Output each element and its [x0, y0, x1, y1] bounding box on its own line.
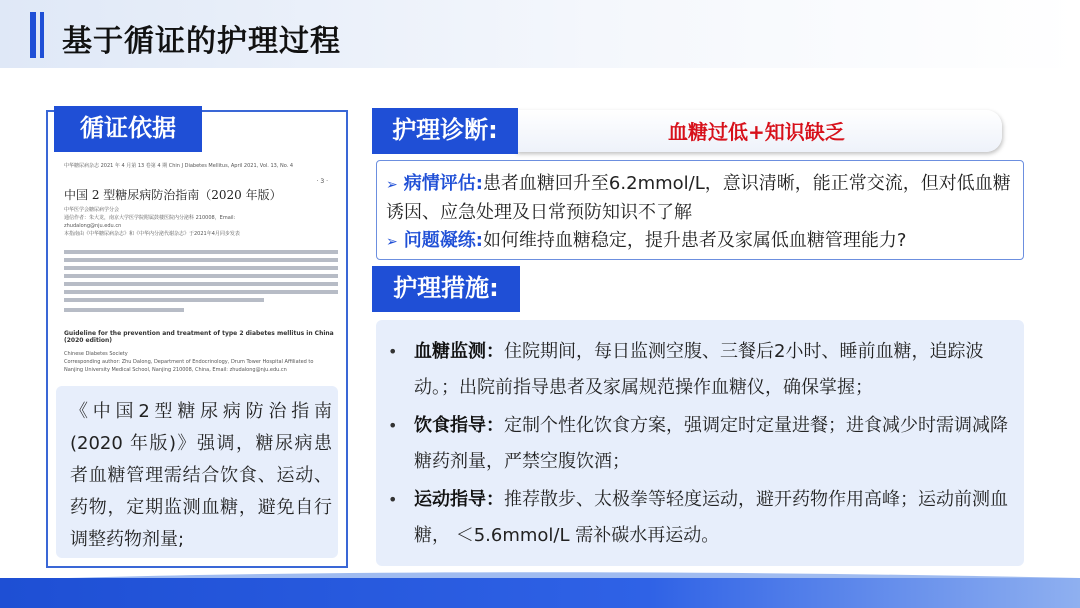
measure-item-text: 住院期间，每日监测空腹、三餐后2小时、睡前血糖，追踪波动。；出院前指导患者及家属规范操作血糖仪，确保掌握； [414, 341, 984, 398]
measures-tab-label: 护理措施: [372, 266, 520, 312]
doc-page-mark: · 3 · [316, 178, 328, 185]
measure-item-keyword: 运动指导： [414, 489, 504, 510]
doc-header-line: 中华糖尿病杂志 2021 年 4 月第 13 卷第 4 期 Chin J Diabetes Mellitus, April 2021, Vol. 13, No. 4 [64, 163, 294, 169]
doc-line: 本指南由《中华糖尿病杂志》和《中华内分泌代谢杂志》于2021年4月同步发表 [64, 231, 240, 237]
page-title: 基于循证的护理过程 [62, 24, 341, 59]
measures-list [388, 334, 1014, 556]
diagnosis-detail-list [386, 170, 1016, 256]
diagnosis-item-text: 患者血糖回升至6.2mmol/L，意识清晰，能正常交流，但对低血糖诱因、应急处理及日常预防知识不了解 [386, 173, 1011, 223]
arrow-icon: ➢ [386, 234, 398, 250]
evidence-tab-label: 循证依据 [54, 106, 202, 152]
doc-abstract-block [64, 282, 338, 286]
doc-english-lines [64, 350, 338, 374]
doc-title: 中国 2 型糖尿病防治指南（2020 年版） [64, 188, 282, 202]
doc-line: zhudalong@nju.edu.cn [64, 223, 122, 229]
measure-item [388, 334, 1014, 406]
diagnosis-tab-label: 护理诊断: [372, 108, 518, 154]
doc-abstract-block [64, 298, 264, 302]
doc-abstract-block [64, 290, 338, 294]
arrow-icon: ➢ [386, 177, 398, 193]
diagnosis-item-text: 如何维持血糖稳定，提升患者及家属低血糖管理能力? [482, 230, 907, 251]
doc-line: 中华医学会糖尿病学分会 [64, 207, 120, 213]
doc-line: Chinese Diabetes Society [64, 351, 128, 357]
doc-abstract-block [64, 274, 338, 278]
doc-keywords-block [64, 308, 184, 312]
diagnosis-item [386, 170, 1016, 227]
measure-item-text: 定制个性化饮食方案，强调定时定量进餐；进食减少时需调减降糖药剂量，严禁空腹饮酒； [414, 415, 1008, 472]
doc-abstract-block [64, 266, 338, 270]
bullet-icon: • [388, 342, 398, 361]
title-accent-bar-thin [40, 12, 44, 58]
diagnosis-result: 血糖过低+知识缺乏 [668, 120, 845, 144]
measure-item [388, 482, 1014, 554]
bullet-icon: • [388, 416, 398, 435]
evidence-summary-text: 《中国2型糖尿病防治指南(2020 年版)》强调，糖尿病患者血糖管理需结合饮食、运动、药物，定期监测血糖，避免自行调整药物剂量; [70, 401, 332, 550]
measure-item-text: 推荐散步、太极拳等轻度运动，避开药物作用高峰；运动前测血糖， ＜5.6mmol/L 需补碳水再运动。 [414, 489, 1008, 546]
guideline-document-preview [60, 156, 342, 378]
bullet-icon: • [388, 490, 398, 509]
doc-abstract-block [64, 258, 338, 262]
measure-item-keyword: 血糖监测： [414, 341, 504, 362]
diagnosis-item-keyword: 病情评估: [403, 173, 483, 194]
doc-english-title: Guideline for the prevention and treatment of type 2 diabetes mellitus in China (2020 edition) [64, 330, 334, 344]
doc-line: Nanjing University Medical School, Nanjing 210008, China, Email: zhudalong@nju.edu.cn [64, 367, 287, 373]
doc-author-lines [64, 206, 338, 238]
diagnosis-item [386, 227, 1016, 256]
doc-abstract-block [64, 250, 338, 254]
measure-item-keyword: 饮食指导： [414, 415, 504, 436]
title-accent-bar [30, 12, 36, 58]
footer-bar [0, 578, 1080, 608]
diagnosis-item-keyword: 问题凝练: [403, 230, 483, 251]
doc-line: Corresponding author: Zhu Dalong, Department of Endocrinology, Drum Tower Hospital Affiliated to [64, 359, 314, 365]
measure-item [388, 408, 1014, 480]
doc-line: 通信作者：朱大龙，南京大学医学院附属鼓楼医院内分泌科 210008，Email: [64, 215, 236, 221]
